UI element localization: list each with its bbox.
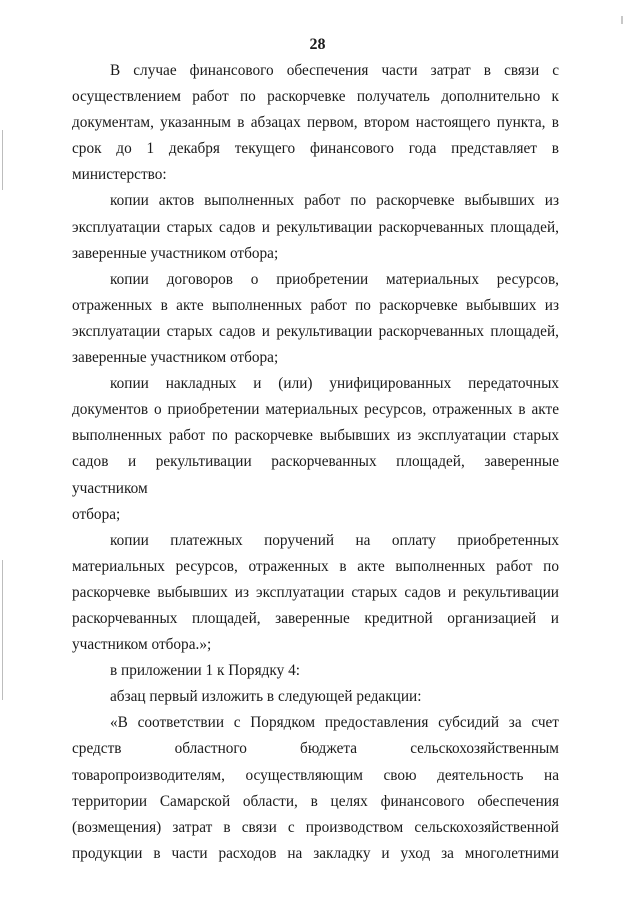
text-line: материальных ресурсов, отраженных в акте выполненных работ по: [72, 557, 559, 575]
scan-artifact: [621, 16, 623, 24]
text-line: эксплуатации старых садов и рекультивации раскорчеванных площадей,: [72, 218, 559, 236]
text-line: товаропроизводителям, осуществляющим свою деятельность на: [72, 766, 559, 784]
text-line: «В соответствии с Порядком предоставления субсидий за счет: [110, 714, 559, 732]
text-line: заверенные участником отбора;: [72, 349, 279, 367]
text-line: выполненных работ по раскорчевке выбывших из эксплуатации старых: [72, 427, 559, 445]
text-line: копии актов выполненных работ по раскорчевке выбывших из: [110, 192, 559, 210]
text-line: в приложении 1 к Порядку 4:: [110, 662, 300, 680]
text-line: копии накладных и (или) унифицированных передаточных: [110, 375, 559, 393]
text-line: (возмещения) затрат в связи с производством сельскохозяйственной: [72, 818, 559, 836]
text-line: копии договоров о приобретении материальных ресурсов,: [110, 270, 559, 288]
text-line: раскорчеванных площадей, заверенные кредитной организацией и: [72, 609, 559, 627]
text-line: копии платежных поручений на оплату приобретенных: [110, 531, 559, 549]
text-line: документам, указанным в абзацах первом, втором настоящего пункта, в: [72, 114, 559, 132]
text-line: срок до 1 декабря текущего финансового года представляет в: [72, 140, 559, 158]
text-line: заверенные участником отбора;: [72, 244, 279, 262]
text-line: продукции в части расходов на закладку и уход за многолетними: [72, 844, 559, 862]
page-number: 28: [309, 36, 326, 53]
text-line: отраженных в акте выполненных работ по раскорчевке выбывших из: [72, 296, 559, 314]
text-line: участником отбора.»;: [72, 636, 212, 654]
text-line: В случае финансового обеспечения части затрат в связи с: [110, 62, 559, 79]
text-line: отбора;: [72, 505, 121, 523]
text-line: осуществлением работ по раскорчевке получатель дополнительно к: [72, 88, 559, 106]
text-line: документов о приобретении материальных ресурсов, отраженных в акте: [72, 401, 559, 419]
text-line: абзац первый изложить в следующей редакции:: [110, 688, 422, 706]
scan-artifact: [2, 560, 3, 700]
document-body: [72, 58, 559, 867]
text-line: министерство:: [72, 166, 167, 184]
text-line: средств областного бюджета сельскохозяйственным: [72, 740, 559, 758]
scan-artifact: [2, 130, 3, 190]
text-line: эксплуатации старых садов и рекультивации раскорчеванных площадей,: [72, 322, 559, 340]
text-line: территории Самарской области, в целях финансового обеспечения: [72, 792, 559, 810]
text-line: раскорчевке выбывших из эксплуатации старых садов и рекультивации: [72, 583, 559, 601]
text-line: садов и рекультивации раскорчеванных площадей, заверенные участником: [72, 453, 559, 497]
